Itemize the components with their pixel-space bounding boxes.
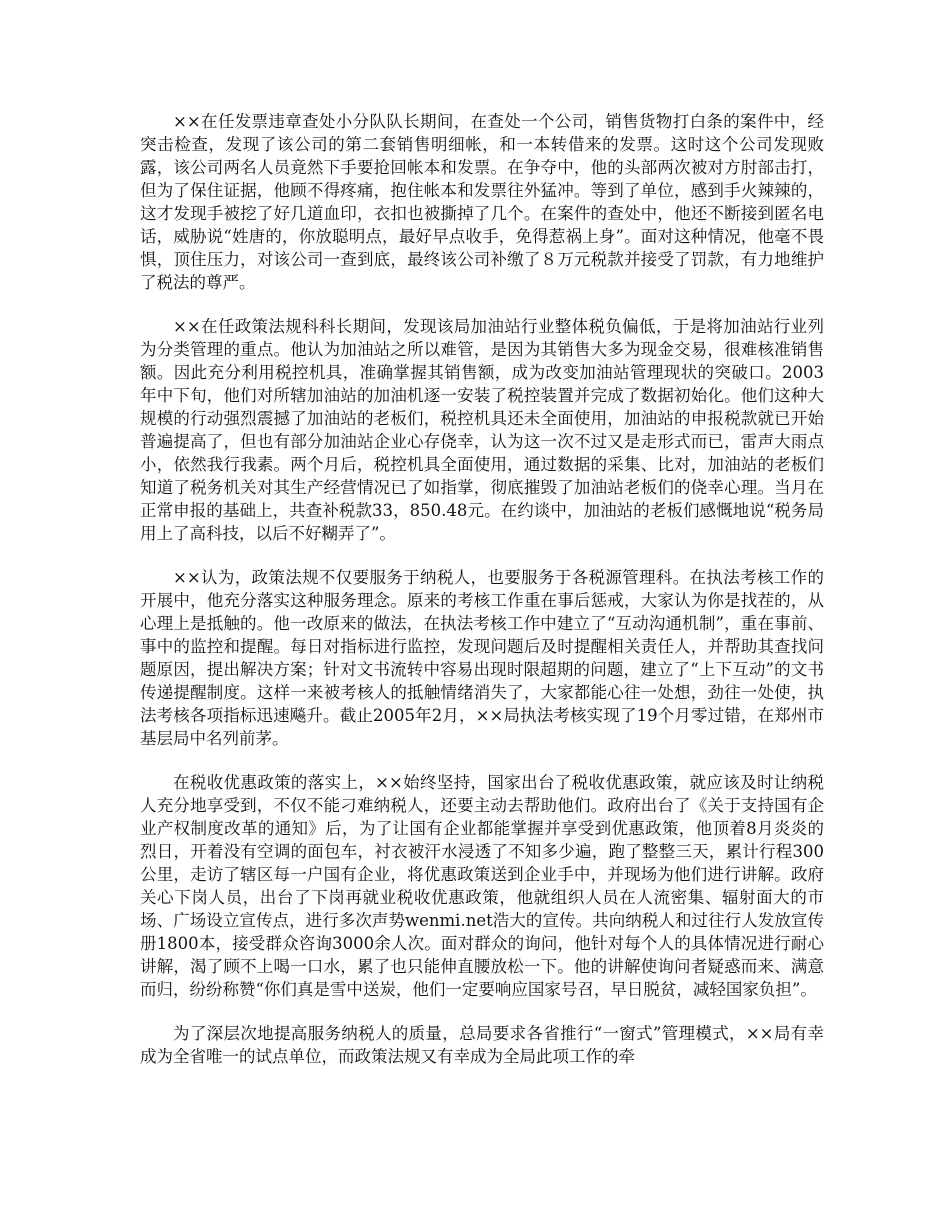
paragraph-gas-station: ××在任政策法规科科长期间，发现该局加油站行业整体税负偏低，于是将加油站行业列为分类管理的重点。他认为加油站之所以难管，是因为其销售大多为现金交易，很难核准销售额。因此充分利用税控机具，准确掌握其销售额，成为改变加油站管理现状的突破口。2003年中下旬，他们对所辖加油站的加油机逐一安装了税控装置并完成了数据初始化。他们这种大规模的行动强烈震撼了加油站的老板们，税控机具还未全面使用，加油站的申报税款就已开始普遍提高了，但也有部分加油站企业心存侥幸，认为这一次不过又是走形式而已，雷声大雨点小，依然我行我素。两个月后，税控机具全面使用，通过数据的采集、比对，加油站的老板们知道了税务机关对其生产经营情况已了如指掌，彻底摧毁了加油站老板们的侥幸心理。当月在正常申报的基础上，共查补税款33，850.48元。在约谈中，加油站的老板们感慨地说“税务局用上了高科技，以后不好糊弄了”。 (140, 317, 824, 543)
document-body (140, 110, 824, 1089)
paragraph-tax-preference-policy: 在税收优惠政策的落实上，××始终坚持，国家出台了税收优惠政策，就应该及时让纳税人充分地享受到，不仅不能刁难纳税人，还要主动去帮助他们。政府出台了《关于支持国有企业产权制度改革的通知》后，为了让国有企业都能掌握并享受到优惠政策，他顶着8月炎炎的烈日，开着没有空调的面包车，衬衣被汗水浸透了不知多少遍，跑了整整三天，累计行程300公里，走访了辖区每一户国有企业，将优惠政策送到企业手中，并现场为他们进行讲解。政府关心下岗人员，出台了下岗再就业税收优惠政策，他就组织人员在人流密集、辐射面大的市场、广场设立宣传点，进行多次声势wenmi.net浩大的宣传。共向纳税人和过往行人发放宣传册1800本，接受群众咨询3000余人次。面对群众的询问，他针对每个人的具体情况进行耐心讲解，渴了顾不上喝一口水，累了也只能伸直腰放松一下。他的讲解使询问者疑惑而来、满意而归，纷纷称赞“你们真是雪中送炭，他们一定要响应国家号召，早日脱贫，减轻国家负担”。 (140, 773, 824, 999)
paragraph-law-enforcement-assessment: ××认为，政策法规不仅要服务于纳税人，也要服务于各税源管理科。在执法考核工作的开展中，他充分落实这种服务理念。原来的考核工作重在事后惩戒，大家认为你是找茬的，从心理上是抵触的。他一改原来的做法，在执法考核工作中建立了“互动沟通机制”，重在事前、事中的监控和提醒。每日对指标进行监控，发现问题后及时提醒相关责任人，并帮助其查找问题原因，提出解决方案；针对文书流转中容易出现时限超期的问题，建立了“上下互动”的文书传递提醒制度。这样一来被考核人的抵触情绪消失了，大家都能心往一处想，劲往一处使，执法考核各项指标迅速飚升。截止2005年2月，××局执法考核实现了19个月零过错，在郑州市基层局中名列前茅。 (140, 568, 824, 748)
paragraph-invoice-case: ××在任发票违章查处小分队队长期间，在查处一个公司，销售货物打白条的案件中，经突击检查，发现了该公司的第二套销售明细帐，和一本转借来的发票。这时这个公司发现败露，该公司两名人员竟然下手要抢回帐本和发票。在争夺中，他的头部两次被对方肘部击打，但为了保住证据，他顾不得疼痛，抱住帐本和发票往外猛冲。等到了单位，感到手火辣辣的，这才发现手被挖了好几道血印，衣扣也被撕掉了几个。在案件的查处中，他还不断接到匿名电话，威胁说“姓唐的，你放聪明点，最好早点收手，免得惹祸上身”。面对这种情况，他毫不畏惧，顶住压力，对该公司一查到底，最终该公司补缴了８万元税款并接受了罚款，有力地维护了税法的尊严。 (140, 112, 824, 292)
paragraph-one-window-pilot: 为了深层次地提高服务纳税人的质量，总局要求各省推行“一窗式”管理模式，××局有幸成为全省唯一的试点单位，而政策法规又有幸成为全局此项工作的牵 (140, 1024, 824, 1066)
